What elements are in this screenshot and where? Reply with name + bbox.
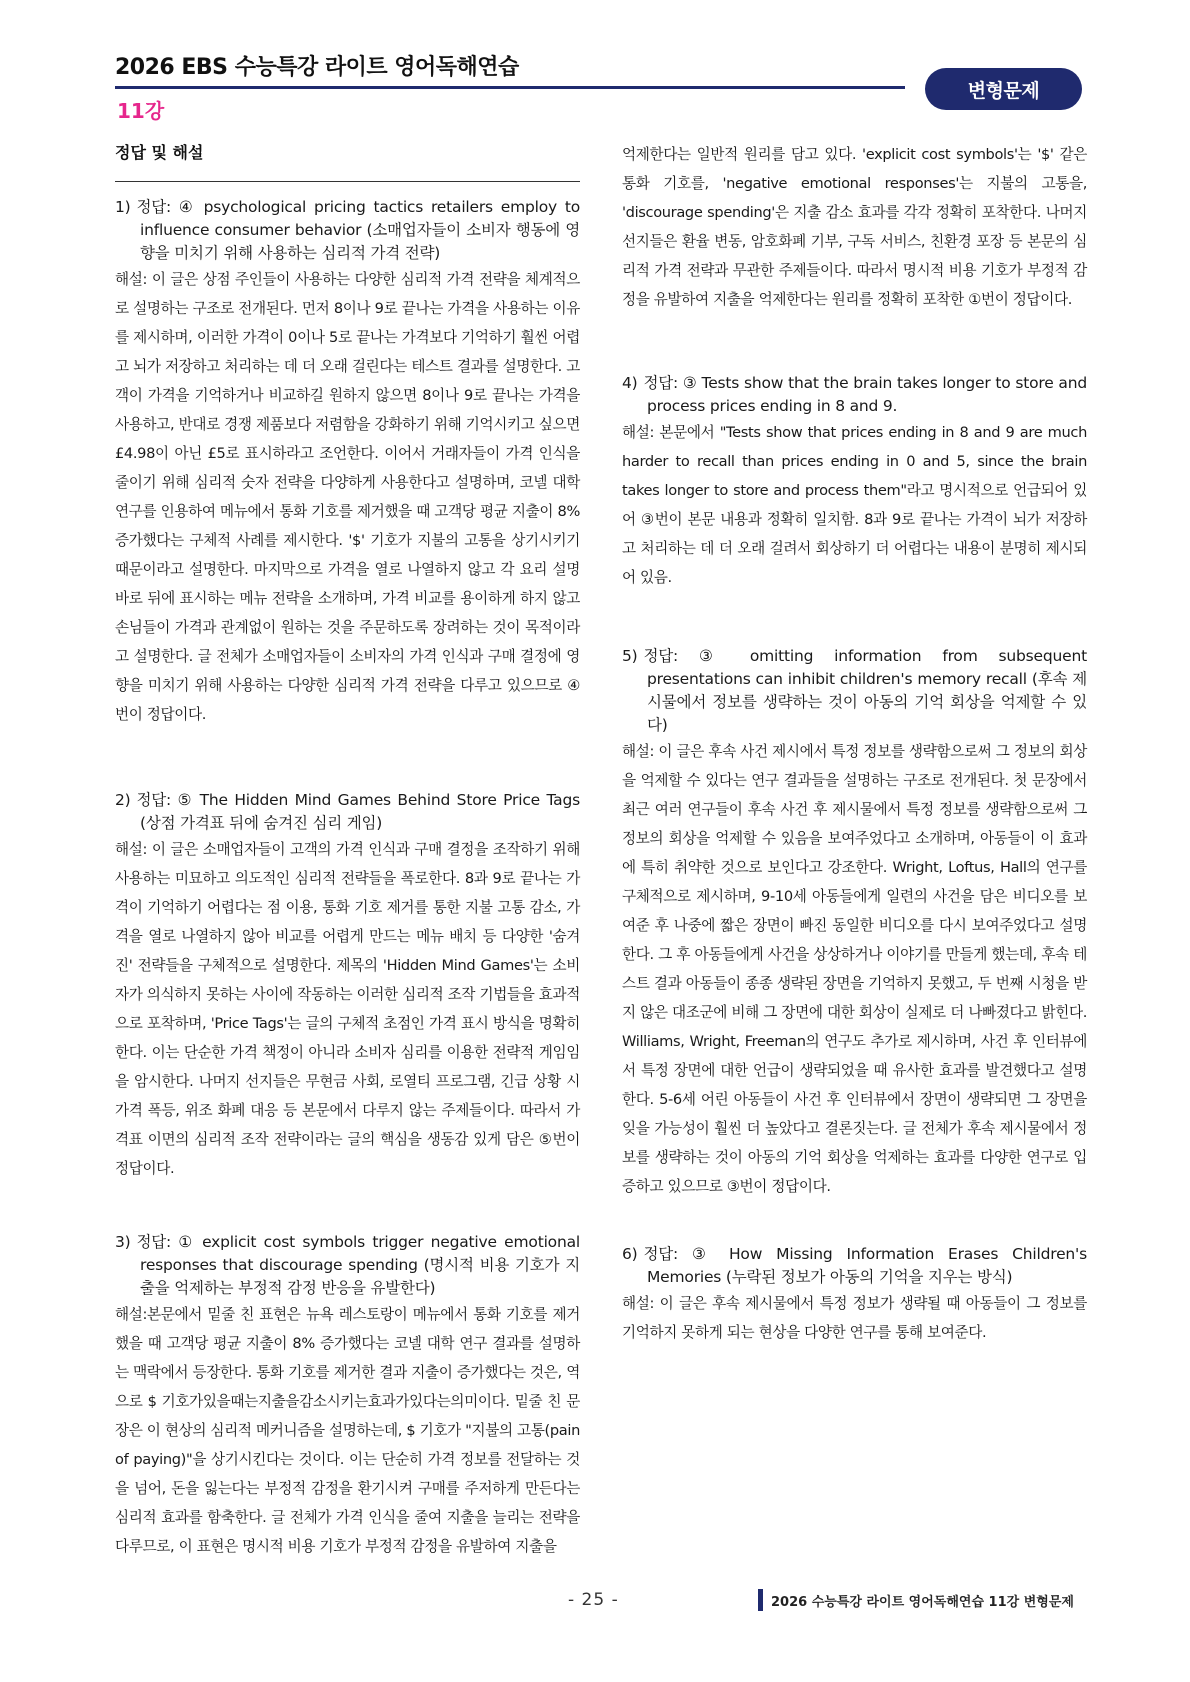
- answer-text: 정답: ④ psychological pricing tactics retailers employ to influence consumer behavior (소매업자들이 소비자 행동에 영향을 미치기 위해 사용하는 심리적 가격 전략): [136, 198, 580, 262]
- right-column: [622, 140, 1087, 1347]
- variant-badge: 변형문제: [925, 68, 1082, 110]
- answer-line: [622, 645, 1087, 737]
- answer-text: 정답: ① explicit cost symbols trigger negative emotional responses that discourage spending (명시적 비용 기호가 지출을 억제하는 부정적 감정 반응을 유발한다): [136, 1233, 580, 1297]
- footer-accent-bar: [758, 1589, 763, 1611]
- answer-number: 2): [115, 791, 131, 809]
- explanation-text: 해설: 본문에서 "Tests show that prices ending in 8 and 9 are much harder to recall than prices ending in 0 and 5, since the brain takes longer to store and process them"라고 명시적으로 언급되어 있어 ③번이 본문 내용과 정확히 일치함. 8과 9로 끝나는 가격이 뇌가 저장하고 처리하는 데 더 오래 걸려서 회상하기 더 어렵다는 내용이 분명히 제시되어 있음.: [622, 424, 1087, 586]
- explanation-text: 해설:본문에서 밑줄 친 표현은 뉴욕 레스토랑이 메뉴에서 통화 기호를 제거했을 때 고객당 평균 지출이 8% 증가했다는 코넬 대학 연구 결과를 설명하는 맥락에서 등장한다. 통화 기호를 제거한 결과 지출이 증가했다는 것은, 역으로 $ 기호가있을때는지출을감소시키는효과가있다는의미이다. 밑줄 친 문장은 이 현상의 심리적 메커니즘을 설명하는데, $ 기호가 "지불의 고통(pain of paying)"을 상기시킨다는 것이다. 이는 단순히 가격 정보를 전달하는 것을 넘어, 돈을 잃는다는 부정적 감정을 환기시켜 구매를 주저하게 만든다는 심리적 효과를 함축한다. 글 전체가 가격 인식을 줄여 지출을 늘리는 전략을 다루므로, 이 표현은 명시적 비용 기호가 부정적 감정을 유발하여 지출을: [115, 1306, 580, 1555]
- answer-number: 3): [115, 1233, 131, 1251]
- answer-block-5: [622, 645, 1087, 1201]
- document-title: 2026 EBS 수능특강 라이트 영어독해연습: [115, 55, 519, 80]
- section-title: 정답 및 해설: [115, 140, 580, 182]
- lesson-label: 11강: [117, 99, 165, 123]
- explanation-text: 해설: 이 글은 후속 사건 제시에서 특정 정보를 생략함으로써 그 정보의 회상을 억제할 수 있다는 연구 결과들을 설명하는 구조로 전개된다. 첫 문장에서 최근 여러 연구들이 후속 사건 후 제시물에서 특정 정보를 생략함으로써 그 정보의 회상을 억제할 수 있음을 보여주었다고 소개하며, 아동들이 이 효과에 특히 취약한 것으로 보인다고 강조한다. Wright, Loftus, Hall의 연구를 구체적으로 제시하며, 9-10세 아동들에게 일련의 사건을 담은 비디오를 보여준 후 나중에 짧은 장면이 빠진 동일한 비디오를 다시 보여주었다고 설명한다. 그 후 아동들에게 사건을 상상하거나 이야기를 만들게 했는데, 후속 테스트 결과 아동들이 종종 생략된 장면을 기억하지 못했고, 두 번째 시청을 받지 않은 대조군에 비해 그 장면에 대한 회상이 실제로 더 나빠졌다고 밝힌다. Williams, Wright, Freeman의 연구도 추가로 제시하며, 사건 후 인터뷰에서 특정 장면에 대한 언급이 생략되었을 때 유사한 효과를 발견했다고 설명한다. 5-6세 어린 아동들이 사건 후 인터뷰에서 장면이 생략되면 그 장면을 잊을 가능성이 훨씬 더 높았다고 결론짓는다. 글 전체가 후속 제시물에서 정보를 생략하는 것이 아동의 기억 회상을 억제하는 효과를 다양한 연구로 입증하고 있으므로 ③번이 정답이다.: [622, 743, 1087, 1195]
- answer-line: [622, 372, 1087, 418]
- explanation-text: 해설: 이 글은 후속 제시물에서 특정 정보가 생략될 때 아동들이 그 정보를 기억하지 못하게 되는 현상을 다양한 연구를 통해 보여준다.: [622, 1295, 1087, 1341]
- explanation-text: 해설: 이 글은 소매업자들이 고객의 가격 인식과 구매 결정을 조작하기 위해 사용하는 미묘하고 의도적인 심리적 전략들을 폭로한다. 8과 9로 끝나는 가격이 기억하기 어렵다는 점 이용, 통화 기호 제거를 통한 지불 고통 감소, 가격을 열로 나열하지 않아 비교를 어렵게 만드는 메뉴 배치 등 다양한 '숨겨진' 전략들을 구체적으로 설명한다. 제목의 'Hidden Mind Games'는 소비자가 의식하지 못하는 사이에 작동하는 이러한 심리적 조작 기법들을 효과적으로 포착하며, 'Price Tags'는 글의 구체적 초점인 가격 표시 방식을 명확히 한다. 이는 단순한 가격 책정이 아니라 소비자 심리를 이용한 전략적 게임임을 암시한다. 나머지 선지들은 무현금 사회, 로열티 프로그램, 긴급 상황 시 가격 폭등, 위조 화폐 대응 등 본문에서 다루지 않는 주제들이다. 따라서 가격표 이면의 심리적 조작 전략이라는 글의 핵심을 생동감 있게 담은 ⑤번이 정답이다.: [115, 841, 580, 1177]
- header-divider: [115, 86, 905, 89]
- answer-number: 6): [622, 1245, 638, 1263]
- answer-block-1: [115, 196, 580, 729]
- explanation-continued: 억제한다는 일반적 원리를 담고 있다. 'explicit cost symbols'는 '$' 같은 통화 기호를, 'negative emotional responses'는 지불의 고통을, 'discourage spending'은 지출 감소 효과를 각각 정확히 포착한다. 나머지 선지들은 환율 변동, 암호화폐 기부, 구독 서비스, 친환경 포장 등 본문의 심리적 가격 전략과 무관한 주제들이다. 따라서 명시적 비용 기호가 부정적 감정을 유발하여 지출을 억제한다는 원리를 정확히 포착한 ①번이 정답이다.: [622, 146, 1087, 308]
- answer-text: 정답: ③ omitting information from subsequent presentations can inhibit children's memory recall (후속 제시물에서 정보를 생략하는 것이 아동의 기억 회상을 억제할 수 있다): [643, 647, 1087, 734]
- footer-text: 2026 수능특강 라이트 영어독해연습 11강 변형문제: [771, 1595, 1074, 1610]
- answer-text: 정답: ⑤ The Hidden Mind Games Behind Store Price Tags (상점 가격표 뒤에 숨겨진 심리 게임): [136, 791, 580, 832]
- answer-block-3: [115, 1231, 580, 1561]
- left-column: [115, 140, 580, 1561]
- answer-number: 1): [115, 198, 131, 216]
- answer-line: [115, 1231, 580, 1300]
- answer-block-2: [115, 789, 580, 1183]
- answer-block-6: [622, 1243, 1087, 1347]
- answer-line: [115, 196, 580, 265]
- answer-line: [622, 1243, 1087, 1289]
- page-number: - 25 -: [568, 1590, 619, 1610]
- answer-text: 정답: ③ Tests show that the brain takes longer to store and process prices ending in 8 and 9.: [643, 374, 1087, 415]
- explanation-text: 해설: 이 글은 상점 주인들이 사용하는 다양한 심리적 가격 전략을 체계적으로 설명하는 구조로 전개된다. 먼저 8이나 9로 끝나는 가격을 사용하는 이유를 제시하며, 이러한 가격이 0이나 5로 끝나는 가격보다 기억하기 훨씬 어렵고 뇌가 저장하고 처리하는 데 더 오래 걸린다는 테스트 결과를 설명한다. 고객이 가격을 기억하거나 비교하길 원하지 않으면 8이나 9로 끝나는 가격을 사용하고, 반대로 경쟁 제품보다 저렴함을 강화하기 위해 기억시키고 싶으면 £4.98이 아닌 £5로 표시하라고 조언한다. 이어서 거래자들이 가격 인식을 줄이기 위해 심리적 숫자 전략을 다양하게 사용한다고 설명하며, 코넬 대학 연구를 인용하여 메뉴에서 통화 기호를 제거했을 때 고객당 평균 지출이 8% 증가했다는 구체적 사례를 제시한다. '$' 기호가 지불의 고통을 상기시키기 때문이라고 설명한다. 마지막으로 가격을 열로 나열하지 않고 각 요리 설명 바로 뒤에 표시하는 메뉴 전략을 소개하며, 가격 비교를 용이하게 하지 않고 손님들이 가격과 관계없이 원하는 것을 주문하도록 장려하는 것이 목적이라고 설명한다. 글 전체가 소매업자들이 소비자의 가격 인식과 구매 결정에 영향을 미치기 위해 사용하는 다양한 심리적 가격 전략을 다루고 있으므로 ④번이 정답이다.: [115, 271, 580, 723]
- answer-line: [115, 789, 580, 835]
- answer-block-4: [622, 372, 1087, 592]
- answer-text: 정답: ③ How Missing Information Erases Children's Memories (누락된 정보가 아동의 기억을 지우는 방식): [643, 1245, 1087, 1286]
- answer-number: 4): [622, 374, 638, 392]
- answer-number: 5): [622, 647, 638, 665]
